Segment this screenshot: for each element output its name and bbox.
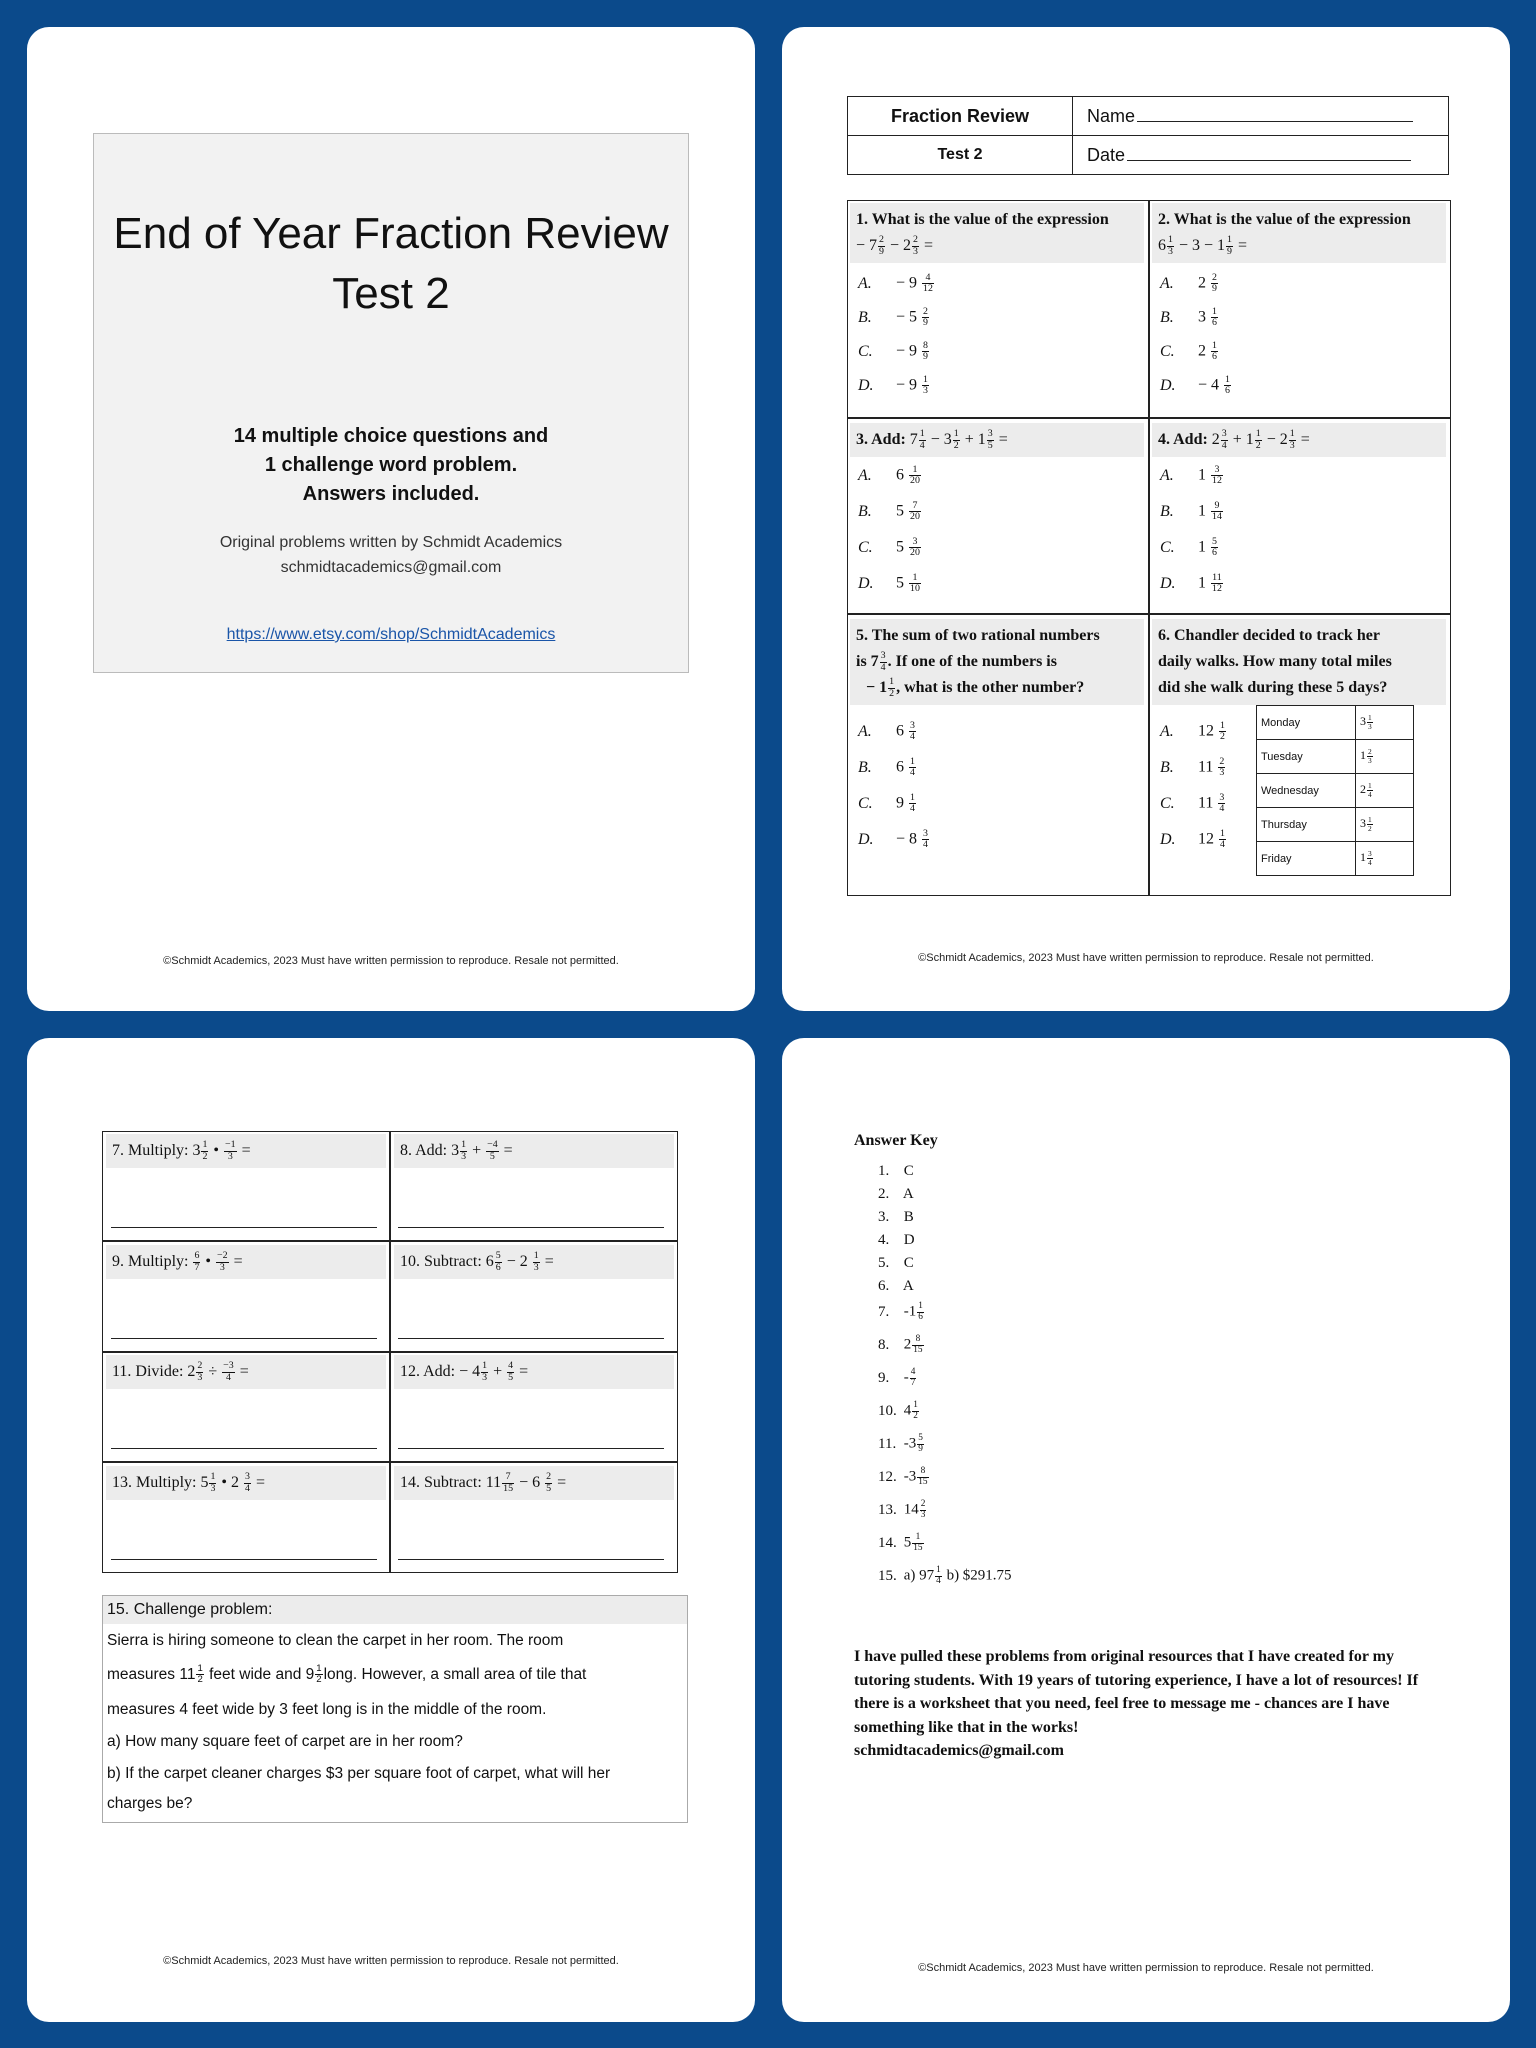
walk-row	[1257, 808, 1414, 842]
answer-item: 12. -3 $\frac{8}{15}$	[878, 1466, 928, 1487]
question-3	[850, 423, 1144, 457]
question-6-option-b[interactable]: B. 11 $\frac{2}{3}$	[1160, 756, 1225, 779]
walk-miles: 3 $\frac{1}{3}$	[1356, 706, 1414, 740]
answer-item: 6. A	[878, 1278, 914, 1294]
question-3-option-a[interactable]: A. 6 $\frac{1}{20}$	[858, 464, 920, 487]
question-6-option-a[interactable]: A. 12 $\frac{1}{2}$	[1160, 720, 1225, 743]
question-6-option-c[interactable]: C. 11 $\frac{3}{4}$	[1160, 792, 1225, 815]
questions-grid	[847, 200, 1451, 896]
question-4-option-d[interactable]: D. 1 $\frac{11}{12}$	[1160, 572, 1222, 595]
answer-key-page	[782, 1038, 1510, 2022]
answer-line[interactable]	[111, 1227, 377, 1228]
walk-day: Thursday	[1257, 808, 1356, 842]
question-3-prompt: 3. Add: 7 $\frac{1}{4}$ − 3 $\frac{1}{2}$ + 1 $\frac{3}{5}$ =	[850, 423, 1144, 457]
author-note-text: I have pulled these problems from original resources that I have created for my tutoring students. With 19 years of tutoring experience, I have a lot of resources! If there is a worksheet that you need, feel free to message me - chances are I have something like that in the works!	[854, 1648, 1419, 1736]
walk-row	[1257, 842, 1414, 876]
answer-item: 14. 5 $\frac{1}{15}$	[878, 1532, 923, 1553]
answer-item: 3. B	[878, 1209, 914, 1225]
challenge-line4: a) How many square feet of carpet are in her room?	[107, 1733, 463, 1750]
problem-7: 7. Multiply: 3 $\frac{1}{2}$ • $\frac{-1}{3}$ =	[106, 1134, 386, 1168]
footer: ©Schmidt Academics, 2023 Must have written permission to reproduce. Resale not permitted.	[918, 952, 1374, 964]
shop-link[interactable]: https://www.etsy.com/shop/SchmidtAcademics	[226, 626, 556, 643]
answer-item: 2. A	[878, 1186, 914, 1202]
question-2-option-b[interactable]: B. 3 $\frac{1}{6}$	[1160, 306, 1217, 329]
author-note	[854, 1645, 1424, 1763]
walk-day: Wednesday	[1257, 774, 1356, 808]
question-1-option-c[interactable]: C. − 9 $\frac{8}{9}$	[858, 340, 928, 363]
cover-author-email: schmidtacademics@gmail.com	[280, 559, 502, 576]
answer-line[interactable]	[398, 1448, 664, 1449]
challenge-title: 15. Challenge problem:	[103, 1596, 687, 1624]
question-4-option-a[interactable]: A. 1 $\frac{3}{12}$	[1160, 464, 1222, 487]
challenge-line1: Sierra is hiring someone to clean the carpet in her room. The room	[107, 1632, 564, 1649]
date-field[interactable]	[1073, 136, 1449, 175]
name-label: Name	[1087, 105, 1136, 126]
walk-row	[1257, 740, 1414, 774]
cover-author-line1: Original problems written by Schmidt Academics	[219, 534, 563, 551]
question-2-option-c[interactable]: C. 2 $\frac{1}{6}$	[1160, 340, 1217, 363]
answer-item: 11. -3 $\frac{5}{9}$	[878, 1433, 923, 1454]
question-4-option-b[interactable]: B. 1 $\frac{9}{14}$	[1160, 500, 1222, 523]
challenge-line5: b) If the carpet cleaner charges $3 per square foot of carpet, what will her	[107, 1765, 611, 1782]
answer-line[interactable]	[398, 1227, 664, 1228]
problem-8: 8. Add: 3 $\frac{1}{3}$ + $\frac{-4}{5}$ =	[394, 1134, 674, 1168]
footer: ©Schmidt Academics, 2023 Must have written permission to reproduce. Resale not permitted.	[918, 1962, 1374, 1974]
question-1	[850, 203, 1144, 263]
question-3-option-d[interactable]: D. 5 $\frac{1}{10}$	[858, 572, 920, 595]
question-5-prompt: 5. The sum of two rational numbers is 7 $\frac{3}{4}$ . If one of the numbers is − 1 $\frac{1}{2}$ , what is the other number?	[850, 619, 1144, 705]
cover-title-line1: End of Year Fraction Review	[113, 209, 669, 258]
cover-title-line2: Test 2	[332, 269, 450, 318]
walk-miles: 1 $\frac{2}{3}$	[1356, 740, 1414, 774]
problem-12: 12. Add: − 4 $\frac{1}{3}$ + $\frac{4}{5}$ =	[394, 1355, 674, 1389]
challenge-problem	[102, 1595, 688, 1823]
question-4-prompt: 4. Add: 2 $\frac{3}{4}$ + 1 $\frac{1}{2}$ − 2 $\frac{1}{3}$ =	[1152, 423, 1446, 457]
work-problems-page	[27, 1038, 755, 2022]
author-email: schmidtacademics@gmail.com	[854, 1742, 1064, 1759]
answer-key	[854, 1132, 938, 1152]
answer-item: 10. 4 $\frac{1}{2}$	[878, 1400, 918, 1421]
question-6-prompt: 6. Chandler decided to track her daily walks. How many total miles did she walk during these 5 days?	[1152, 619, 1446, 705]
cover-box	[93, 133, 689, 673]
question-1-option-a[interactable]: A. − 9 $\frac{4}{12}$	[858, 272, 933, 295]
header-title: Fraction Review	[848, 97, 1073, 136]
answer-line[interactable]	[111, 1559, 377, 1560]
challenge-line6: charges be?	[107, 1795, 193, 1812]
name-field[interactable]	[1073, 97, 1449, 136]
problems-grid	[102, 1131, 678, 1573]
cover-sub-line1: 14 multiple choice questions and	[233, 425, 549, 447]
answer-item: 5. C	[878, 1255, 914, 1271]
problem-11: 11. Divide: 2 $\frac{2}{3}$ ÷ $\frac{-3}{4}$ =	[106, 1355, 386, 1389]
question-6	[1152, 619, 1446, 705]
question-6-option-d[interactable]: D. 12 $\frac{1}{4}$	[1160, 828, 1225, 851]
walk-day: Friday	[1257, 842, 1356, 876]
question-5-option-c[interactable]: C. 9 $\frac{1}{4}$	[858, 792, 915, 815]
question-3-option-b[interactable]: B. 5 $\frac{7}{20}$	[858, 500, 920, 523]
question-2-option-a[interactable]: A. 2 $\frac{2}{9}$	[1160, 272, 1217, 295]
answer-item: 9. - $\frac{4}{7}$	[878, 1367, 916, 1388]
challenge-line3: measures 4 feet wide by 3 feet long is in the middle of the room.	[107, 1701, 547, 1718]
question-5-option-d[interactable]: D. − 8 $\frac{3}{4}$	[858, 828, 928, 851]
walk-row	[1257, 706, 1414, 740]
challenge-line2: measures 11 $\frac{1}{2}$ feet wide and 9 $\frac{1}{2}$ long. However, a small area of tile that	[107, 1663, 587, 1686]
cover-subtitle	[94, 422, 688, 509]
problem-9: 9. Multiply: $\frac{6}{7}$ • $\frac{-2}{3}$ =	[106, 1245, 386, 1279]
walk-miles: 3 $\frac{1}{2}$	[1356, 808, 1414, 842]
question-5-option-a[interactable]: A. 6 $\frac{3}{4}$	[858, 720, 915, 743]
worksheet-header	[847, 96, 1449, 175]
problem-14: 14. Subtract: 11 $\frac{7}{15}$ − 6 $\frac{2}{5}$ =	[394, 1466, 674, 1500]
walks-table	[1256, 705, 1414, 876]
problem-13: 13. Multiply: 5 $\frac{1}{3}$ • 2 $\frac{3}{4}$ =	[106, 1466, 386, 1500]
answer-line[interactable]	[398, 1559, 664, 1560]
cover-title	[94, 204, 688, 324]
question-3-option-c[interactable]: C. 5 $\frac{3}{20}$	[858, 536, 920, 559]
answer-key-heading: Answer Key	[854, 1132, 938, 1149]
question-1-prompt: 1. What is the value of the expression − 7 $\frac{2}{9}$ − 2 $\frac{2}{3}$ =	[850, 203, 1144, 263]
answer-line[interactable]	[398, 1338, 664, 1339]
question-5-option-b[interactable]: B. 6 $\frac{1}{4}$	[858, 756, 915, 779]
cover-page	[27, 27, 755, 1011]
question-5	[850, 619, 1144, 705]
answer-item: 4. D	[878, 1232, 915, 1248]
footer: ©Schmidt Academics, 2023 Must have written permission to reproduce. Resale not permitted.	[163, 955, 619, 967]
cover-sub-line3: Answers included.	[302, 483, 480, 505]
question-1-option-d[interactable]: D. − 9 $\frac{1}{3}$	[858, 374, 928, 397]
answer-line[interactable]	[111, 1338, 377, 1339]
answer-item: 15. a) 97 $\frac{1}{4}$ b) $291.75	[878, 1565, 1012, 1586]
footer: ©Schmidt Academics, 2023 Must have written permission to reproduce. Resale not permitted.	[163, 1955, 619, 1967]
question-2	[1152, 203, 1446, 263]
question-4-option-c[interactable]: C. 1 $\frac{5}{6}$	[1160, 536, 1217, 559]
walk-miles: 2 $\frac{1}{4}$	[1356, 774, 1414, 808]
date-label: Date	[1087, 144, 1126, 165]
cover-author	[94, 530, 688, 580]
cover-sub-line2: 1 challenge word problem.	[264, 454, 518, 476]
question-2-option-d[interactable]: D. − 4 $\frac{1}{6}$	[1160, 374, 1230, 397]
answer-item: 8. 2 $\frac{8}{15}$	[878, 1334, 923, 1355]
multiple-choice-page	[782, 27, 1510, 1011]
answer-line[interactable]	[111, 1448, 377, 1449]
question-2-prompt: 2. What is the value of the expression 6 $\frac{1}{3}$ − 3 − 1 $\frac{1}{9}$ =	[1152, 203, 1446, 263]
question-4	[1152, 423, 1446, 457]
question-1-option-b[interactable]: B. − 5 $\frac{2}{9}$	[858, 306, 928, 329]
answer-item: 13. 14 $\frac{2}{3}$	[878, 1499, 926, 1520]
walk-day: Tuesday	[1257, 740, 1356, 774]
header-test: Test 2	[848, 136, 1073, 175]
walk-row	[1257, 774, 1414, 808]
answer-item: 7. -1 $\frac{1}{6}$	[878, 1301, 923, 1322]
walk-miles: 1 $\frac{3}{4}$	[1356, 842, 1414, 876]
answer-item: 1. C	[878, 1163, 914, 1179]
walk-day: Monday	[1257, 706, 1356, 740]
problem-10: 10. Subtract: 6 $\frac{5}{6}$ − 2 $\frac{1}{3}$ =	[394, 1245, 674, 1279]
